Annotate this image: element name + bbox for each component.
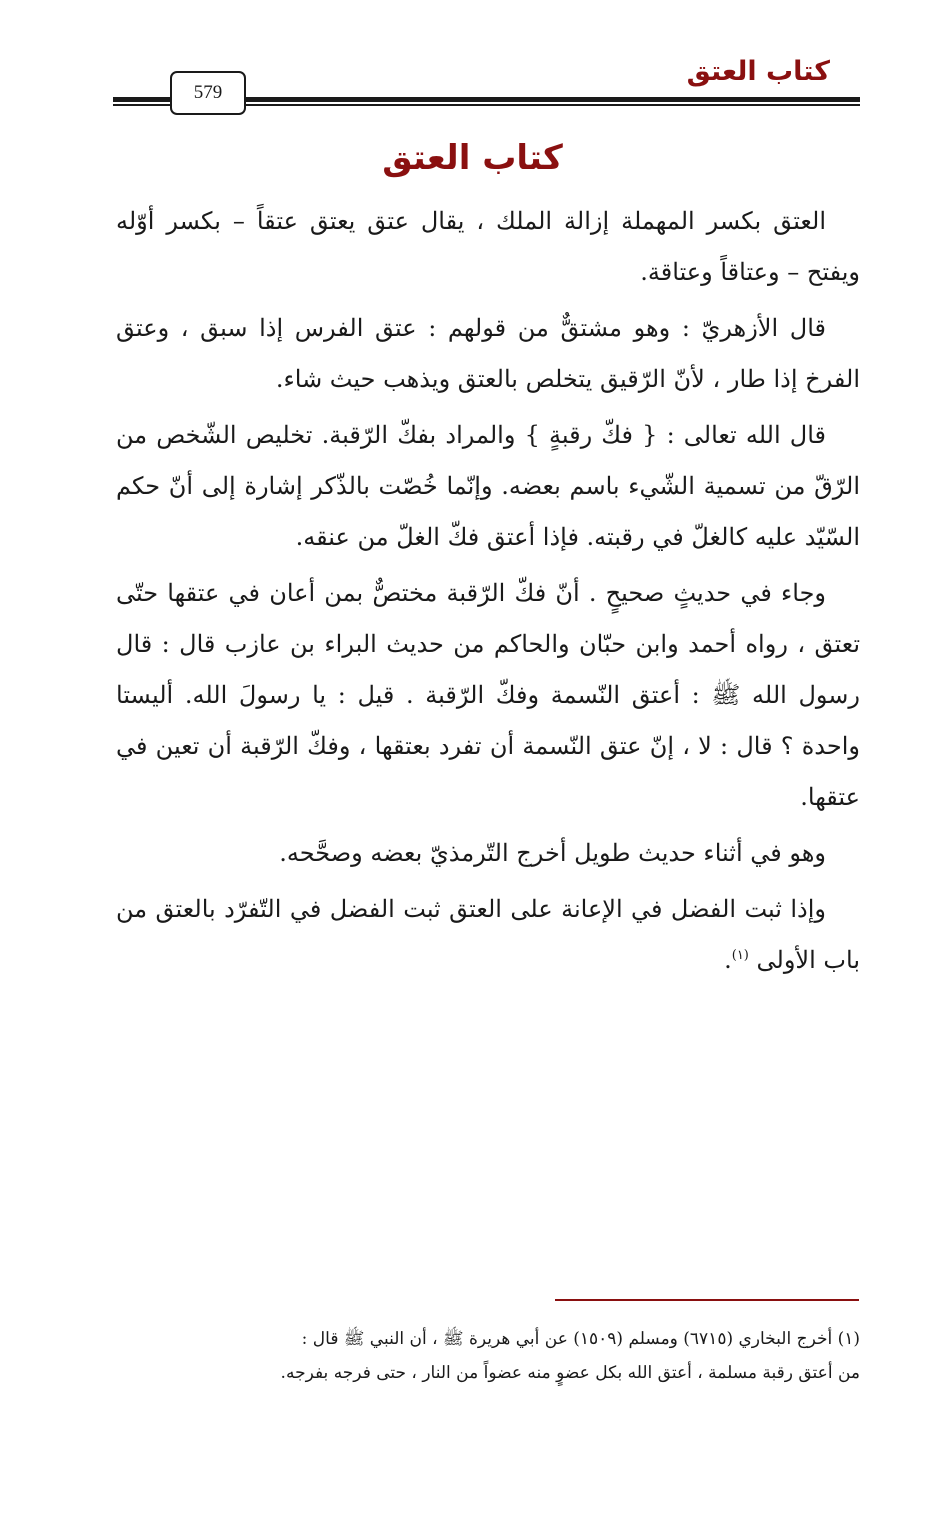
paragraph-6-end: . — [724, 946, 732, 974]
page-number-box — [170, 71, 246, 115]
running-header-title: كتاب العتق — [686, 56, 830, 87]
footnote-reference[interactable]: (١) — [731, 948, 749, 963]
paragraph-6 — [116, 884, 860, 986]
footnote-1-line-2: من أعتق رقبة مسلمة ، أعتق الله بكل عضوٍ منه عضواً من النار ، حتى فرجه بفرجه. — [280, 1363, 860, 1383]
paragraph-3: قال الله تعالى : { فكّ رقبةٍ } والمراد بفكّ الرّقبة. تخليص الشّخص من الرّقّ من تسمية الشّيء باسم بعضه. وإنّما خُصّت بالذّكر إشارة إلى أنّ حكم السّيّد عليه كالغلّ في رقبته. فإذا أعتق فكّ الغلّ من عنقه. — [116, 421, 860, 551]
paragraph-1: العتق بكسر المهملة إزالة الملك ، يقال عتق يعتق عتقاً – بكسر أوّله ويفتح – وعتاقاً وعتاقة. — [116, 207, 860, 286]
page-number: 579 — [193, 82, 223, 103]
chapter-title: كتاب العتق — [382, 138, 563, 178]
paragraph-4: وجاء في حديثٍ صحيحٍ . أنّ فكّ الرّقبة مختصٌّ بمن أعان في عتقها حتّى تعتق ، رواه أحمد وابن حبّان والحاكم من حديث البراء بن عازب قال : قال رسول الله ﷺ : أعتق النّسمة وفكّ الرّقبة . قيل : يا رسولَ الله. أليستا واحدة ؟ قال : لا ، إنّ عتق النّسمة أن تفرد بعتقها ، وفكّ الرّقبة أن تعين في عتقها. — [116, 579, 860, 811]
paragraph-5: وهو في أثناء حديث طويل أخرج التّرمذيّ بعضه وصحَّحه. — [279, 839, 826, 867]
footnote-1-line-1: (١) أخرج البخاري (٦٧١٥) ومسلم (١٥٠٩) عن أبي هريرة ﷺ ، أن النبي ﷺ قال : — [301, 1329, 860, 1349]
paragraph-6-text: وإذا ثبت الفضل في الإعانة على العتق ثبت الفضل في التّفرّد بالعتق من باب الأولى — [116, 895, 860, 974]
paragraph-2: قال الأزهريّ : وهو مشتقٌّ من قولهم : عتق الفرس إذا سبق ، وعتق الفرخ إذا طار ، لأنّ الرّقيق يتخلص بالعتق ويذهب حيث شاء. — [116, 314, 860, 393]
body-text — [116, 196, 860, 991]
footnote-separator — [555, 1299, 859, 1301]
footnotes — [116, 1322, 860, 1390]
